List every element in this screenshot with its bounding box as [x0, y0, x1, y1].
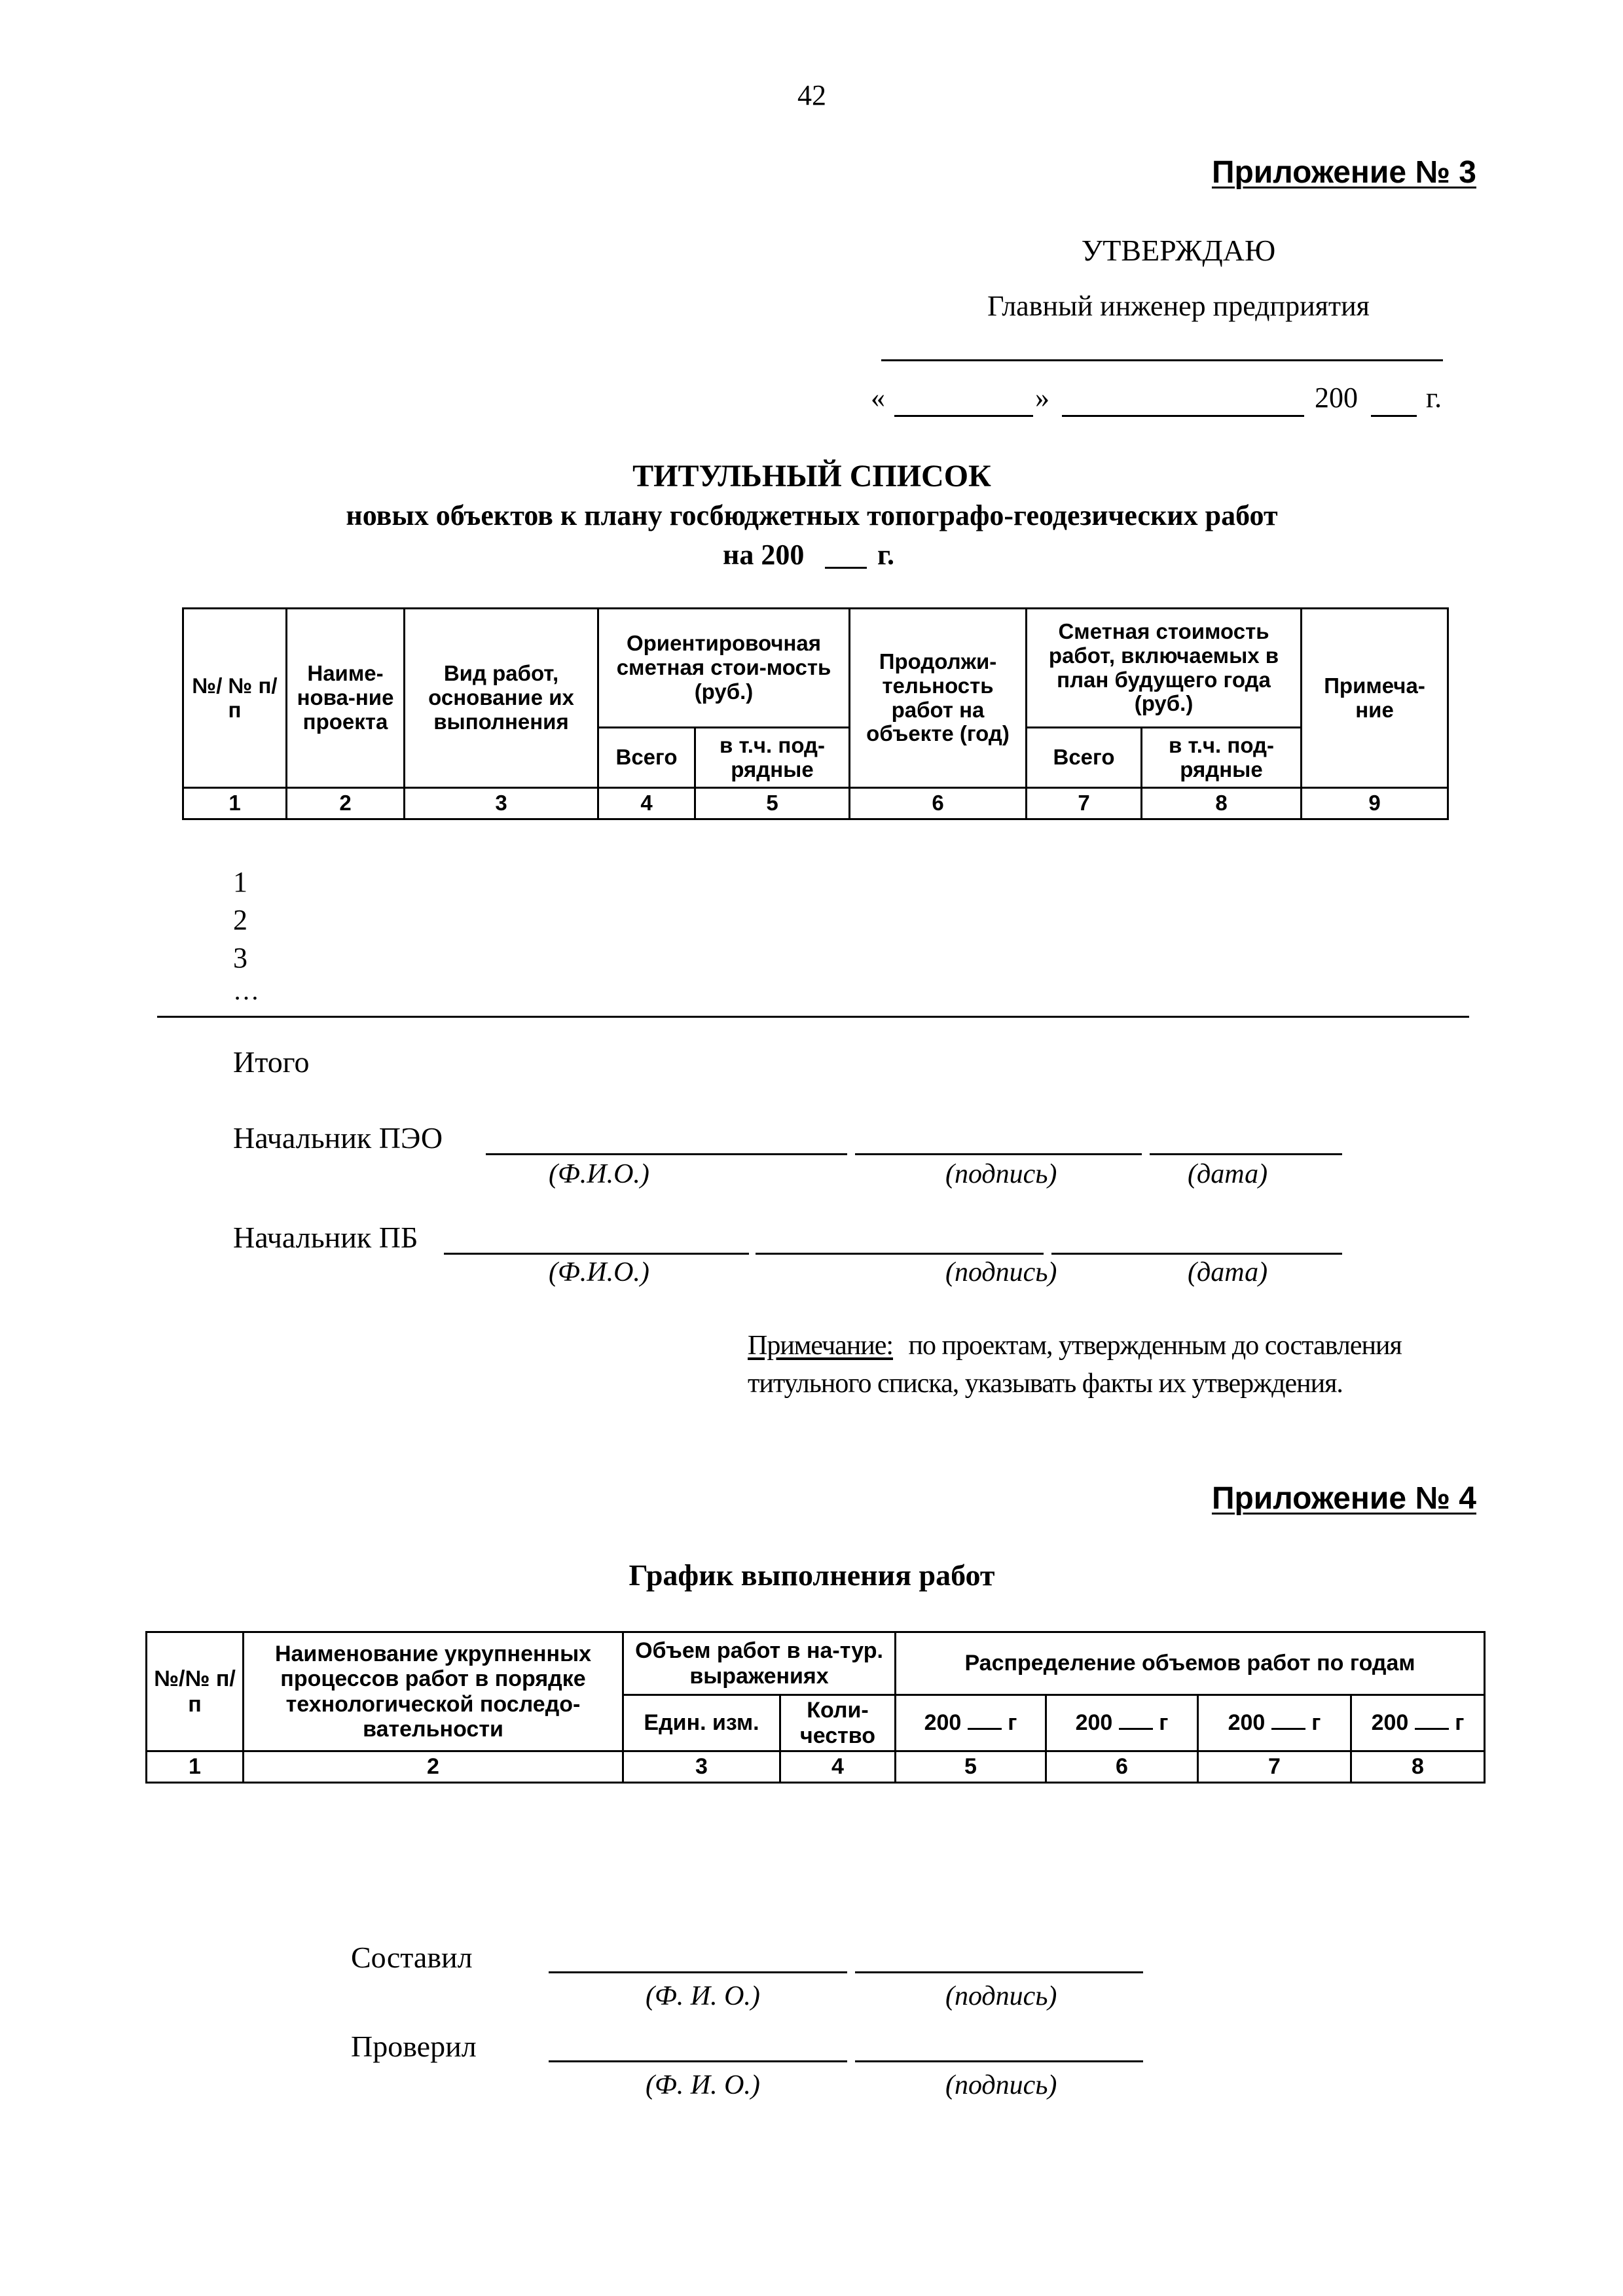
fio-line [549, 1971, 847, 1973]
header-number: №/ № п/п [183, 609, 287, 788]
title-list-year-prefix: на 200 [723, 539, 805, 571]
date-line [1150, 1153, 1342, 1155]
header-note: Примеча-ние [1302, 609, 1448, 788]
header-year-4: 200 г [1351, 1695, 1485, 1751]
column-number: 2 [244, 1751, 623, 1783]
header-duration: Продолжи-тельность работ на объекте (год) [850, 609, 1027, 788]
schedule-table [145, 1631, 1486, 1784]
sign-line [855, 1153, 1142, 1155]
header-next-year-cost: Сметная стоимость работ, включаемых в план будущего года (руб.) [1027, 609, 1302, 728]
sign-line [756, 1253, 1044, 1255]
approval-position: Главный инженер предприятия [987, 290, 1370, 322]
schedule-heading: График выполнения работ [629, 1558, 995, 1592]
page-number: 42 [797, 79, 826, 111]
column-number: 1 [183, 788, 287, 819]
list-item: 1 [233, 866, 247, 898]
header-cost-total: Всего [598, 728, 695, 788]
column-numbers-row [183, 788, 1448, 819]
column-number: 2 [287, 788, 405, 819]
fio-caption: (Ф. И. О.) [646, 2070, 760, 2100]
sign-caption: (подпись) [945, 2070, 1057, 2100]
fio-caption: (Ф. И. О.) [646, 1981, 760, 2011]
list-item: 2 [233, 904, 247, 936]
approval-year-line [1371, 415, 1417, 417]
sign-caption: (подпись) [945, 1257, 1057, 1287]
column-numbers-row [147, 1751, 1485, 1783]
approval-year-prefix: 200 [1315, 382, 1358, 414]
signature-label: Начальник ПБ [233, 1221, 418, 1254]
approval-year-suffix: г. [1426, 382, 1442, 414]
header-work-type: Вид работ, основание их выполнения [405, 609, 598, 788]
fio-line [549, 2060, 847, 2062]
appendix-3-title: Приложение № 3 [1211, 155, 1476, 190]
column-number: 5 [695, 788, 850, 819]
title-list-heading: ТИТУЛЬНЫЙ СПИСОК [632, 459, 991, 493]
approval-month-line [1062, 415, 1304, 417]
header-volume: Объем работ в на-тур. выражениях [623, 1632, 896, 1695]
note-text-line1: по проектам, утвержденным до составления [908, 1331, 1402, 1361]
sign-line [855, 2060, 1143, 2062]
column-number: 8 [1142, 788, 1302, 819]
sign-caption: (подпись) [945, 1981, 1057, 2011]
header-quantity: Коли-чество [780, 1695, 896, 1751]
header-project-name: Наиме-нова-ние проекта [287, 609, 405, 788]
fio-caption: (Ф.И.О.) [549, 1257, 649, 1287]
column-number: 5 [896, 1751, 1046, 1783]
column-number: 7 [1027, 788, 1142, 819]
column-number: 4 [598, 788, 695, 819]
list-item: … [233, 976, 259, 1005]
column-number: 8 [1351, 1751, 1485, 1783]
column-number: 6 [850, 788, 1027, 819]
header-next-total: Всего [1027, 728, 1142, 788]
column-number: 6 [1046, 1751, 1198, 1783]
header-year-3: 200 г [1198, 1695, 1351, 1751]
appendix-4-title: Приложение № 4 [1211, 1481, 1476, 1516]
column-number: 7 [1198, 1751, 1351, 1783]
column-number: 3 [623, 1751, 780, 1783]
section-divider [157, 1016, 1469, 1018]
header-year-2: 200 г [1046, 1695, 1198, 1751]
date-caption: (дата) [1188, 1257, 1268, 1287]
note-label: Примечание: [748, 1331, 894, 1361]
header-estimated-cost: Ориентировочная сметная стои-мость (руб.) [598, 609, 850, 728]
title-list-subheading: новых объектов к плану госбюджетных топографо-геодезических работ [346, 499, 1278, 531]
column-number: 1 [147, 1751, 244, 1783]
sign-caption: (подпись) [945, 1159, 1057, 1189]
approval-date-close: » [1035, 382, 1049, 414]
header-process-name: Наименование укрупненных процессов работ в порядке технологической последо-вательности [244, 1632, 623, 1751]
header-year-1: 200 г [896, 1695, 1046, 1751]
approval-date-open: « [871, 382, 885, 414]
fio-line [486, 1153, 847, 1155]
list-item: 3 [233, 942, 247, 974]
note-text-line2: титульного списка, указывать факты их утверждения. [748, 1369, 1343, 1399]
title-list-year-line [825, 567, 867, 569]
total-label: Итого [233, 1045, 310, 1079]
signature-label: Начальник ПЭО [233, 1121, 443, 1155]
approval-word: УТВЕРЖДАЮ [1081, 234, 1276, 267]
header-distribution: Распределение объемов работ по годам [896, 1632, 1485, 1695]
fio-caption: (Ф.И.О.) [549, 1159, 649, 1189]
header-cost-contract: в т.ч. под-рядные [695, 728, 850, 788]
signature-label: Составил [351, 1941, 473, 1974]
sign-line [855, 1971, 1143, 1973]
approval-day-line [894, 415, 1033, 417]
column-number: 9 [1302, 788, 1448, 819]
column-number: 3 [405, 788, 598, 819]
approval-signature-line [881, 359, 1443, 361]
header-unit: Един. изм. [623, 1695, 780, 1751]
signature-label: Проверил [351, 2030, 477, 2063]
column-number: 4 [780, 1751, 896, 1783]
title-list-year-suffix: г. [877, 539, 895, 571]
title-list-table [182, 607, 1449, 820]
header-number: №/№ п/п [147, 1632, 244, 1751]
fio-line [444, 1253, 749, 1255]
header-next-contract: в т.ч. под-рядные [1142, 728, 1302, 788]
date-line [1051, 1253, 1342, 1255]
date-caption: (дата) [1188, 1159, 1268, 1189]
